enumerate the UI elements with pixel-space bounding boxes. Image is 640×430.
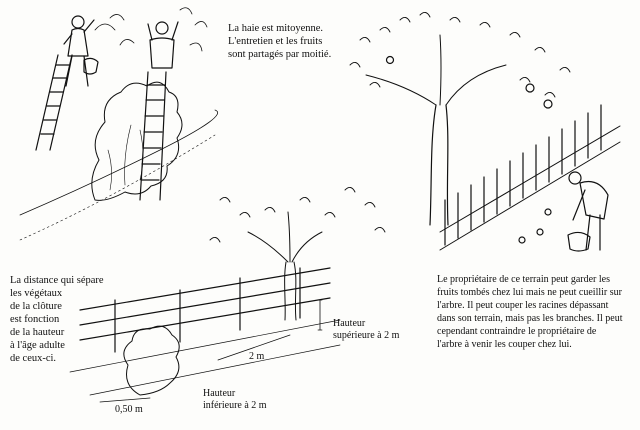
caption-planting-distance: La distance qui sépare les végétaux de la clôture est fonction de la hauteur à l'âge adulte de ceux-ci. <box>10 275 104 364</box>
small-shrub <box>124 326 179 395</box>
label-lower-height: Hauteur inférieure à 2 m <box>203 388 267 411</box>
label-distance-050m: 0,50 m <box>115 404 143 415</box>
tall-tree <box>248 212 322 320</box>
caption-owner-rights: Le propriétaire de ce terrain peut garder les fruits tombés chez lui mais ne peut cueillir sur l'arbre. Il peut couper les racines dépassant dans son terrain, mais pas les branches. Il peut cependant contraindre le propriétaire de l'arbre à venir les couper chez lui. <box>437 274 623 350</box>
picket-fence <box>440 105 620 250</box>
label-upper-height: Hauteur supérieure à 2 m <box>333 318 400 341</box>
right-picker-person <box>148 22 178 68</box>
caption-shared-hedge: La haie est mitoyenne. L'entretien et les fruits sont partagés par moitié. <box>228 23 332 60</box>
hedge <box>92 82 182 200</box>
scene-shared-hedge <box>20 8 218 240</box>
dimension-050m <box>100 398 150 402</box>
left-ladder <box>36 55 72 150</box>
label-distance-2m: 2 m <box>249 351 265 362</box>
scene-neighbour-fruit <box>350 12 620 251</box>
left-picker-person <box>64 16 94 86</box>
rail-fence <box>80 268 330 352</box>
scene-distance-rule <box>70 187 385 402</box>
bending-person <box>569 172 608 250</box>
